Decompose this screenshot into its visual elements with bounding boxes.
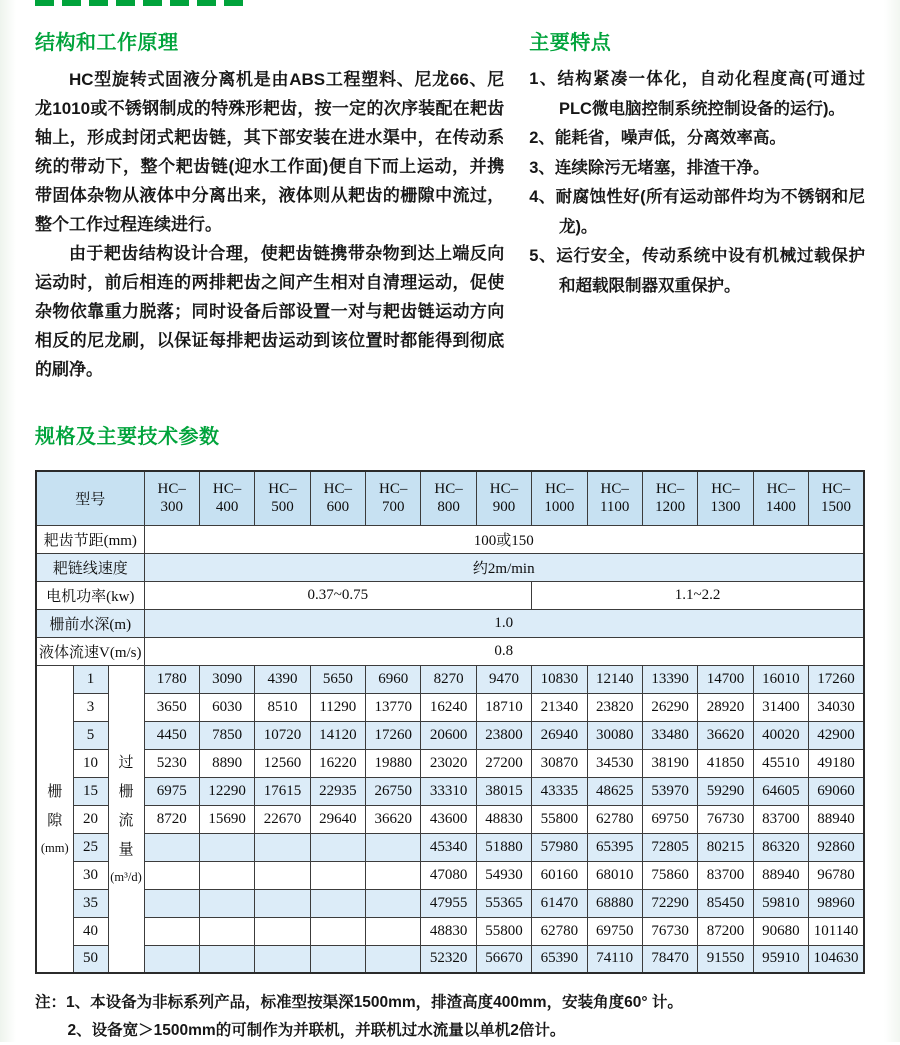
flow-value: 42900 — [809, 721, 865, 749]
flow-value — [255, 917, 310, 945]
flow-value — [255, 889, 310, 917]
flow-value: 14120 — [310, 721, 365, 749]
flow-value: 26750 — [366, 777, 421, 805]
flow-value: 74110 — [587, 945, 642, 973]
flow-value: 10830 — [532, 665, 587, 693]
flow-value — [310, 833, 365, 861]
model-col-header: HC– 400 — [199, 471, 254, 525]
flow-row — [36, 777, 864, 805]
flow-value: 101140 — [809, 917, 865, 945]
flow-row — [36, 917, 864, 945]
flow-value: 83700 — [753, 805, 808, 833]
notes — [35, 989, 865, 1045]
flow-value: 49180 — [809, 749, 865, 777]
flow-value: 33480 — [642, 721, 697, 749]
flow-value: 59290 — [698, 777, 753, 805]
model-col-header: HC– 1400 — [753, 471, 808, 525]
gap-value: 25 — [73, 833, 108, 861]
flow-value — [199, 861, 254, 889]
flow-value: 7850 — [199, 721, 254, 749]
flow-value: 90680 — [753, 917, 808, 945]
flow-value: 76730 — [642, 917, 697, 945]
flow-value: 48830 — [421, 917, 476, 945]
spec-table — [35, 470, 865, 974]
flow-value: 55800 — [476, 917, 531, 945]
flow-value: 23800 — [476, 721, 531, 749]
gap-value: 5 — [73, 721, 108, 749]
gap-value: 10 — [73, 749, 108, 777]
flow-value: 17260 — [366, 721, 421, 749]
flow-value: 17260 — [809, 665, 865, 693]
flow-value — [310, 945, 365, 973]
flow-value: 68880 — [587, 889, 642, 917]
flow-value: 40020 — [753, 721, 808, 749]
flow-value: 86320 — [753, 833, 808, 861]
flow-value: 41850 — [698, 749, 753, 777]
flow-value: 80215 — [698, 833, 753, 861]
model-header-label: 型号 — [36, 471, 144, 525]
flow-value: 12290 — [199, 777, 254, 805]
flow-value — [255, 945, 310, 973]
flow-value: 87200 — [698, 917, 753, 945]
flow-row — [36, 721, 864, 749]
model-col-header: HC– 600 — [310, 471, 365, 525]
flow-value: 56670 — [476, 945, 531, 973]
flow-value: 16220 — [310, 749, 365, 777]
flow-value: 69750 — [587, 917, 642, 945]
flow-value: 72805 — [642, 833, 697, 861]
flow-value: 51880 — [476, 833, 531, 861]
flow-value: 43600 — [421, 805, 476, 833]
param-value: 0.8 — [144, 637, 864, 665]
flow-value: 75860 — [642, 861, 697, 889]
flow-value: 8720 — [144, 805, 199, 833]
flow-value: 59810 — [753, 889, 808, 917]
gap-value: 3 — [73, 693, 108, 721]
flow-value: 69750 — [642, 805, 697, 833]
flow-value: 18710 — [476, 693, 531, 721]
flow-row — [36, 833, 864, 861]
flow-value: 12560 — [255, 749, 310, 777]
model-col-header: HC– 700 — [366, 471, 421, 525]
feature-item: 1、结构紧凑一体化，自动化程度高(可通过PLC微电脑控制系统控制设备的运行)。 — [529, 70, 865, 118]
flow-row — [36, 945, 864, 973]
param-value: 0.37~0.75 — [144, 581, 532, 609]
flow-value: 22935 — [310, 777, 365, 805]
model-col-header: HC– 1000 — [532, 471, 587, 525]
feature-item: 4、耐腐蚀性好(所有运动部件均为不锈钢和尼龙)。 — [529, 188, 865, 236]
flow-value: 98960 — [809, 889, 865, 917]
gap-value: 15 — [73, 777, 108, 805]
param-value: 1.1~2.2 — [532, 581, 864, 609]
flow-value: 16240 — [421, 693, 476, 721]
flow-value: 12140 — [587, 665, 642, 693]
flow-value: 8890 — [199, 749, 254, 777]
flow-value: 6975 — [144, 777, 199, 805]
flow-value: 88940 — [753, 861, 808, 889]
flow-value: 91550 — [698, 945, 753, 973]
flow-value: 57980 — [532, 833, 587, 861]
flow-row — [36, 693, 864, 721]
model-col-header: HC– 900 — [476, 471, 531, 525]
flow-value: 26290 — [642, 693, 697, 721]
flow-row — [36, 749, 864, 777]
flow-value: 23020 — [421, 749, 476, 777]
flow-value: 9470 — [476, 665, 531, 693]
flow-value: 69060 — [809, 777, 865, 805]
gap-value: 35 — [73, 889, 108, 917]
param-value: 约2m/min — [144, 553, 864, 581]
flow-value: 33310 — [421, 777, 476, 805]
flow-value: 6030 — [199, 693, 254, 721]
param-row — [36, 553, 864, 581]
flow-value: 31400 — [753, 693, 808, 721]
flow-value: 36620 — [698, 721, 753, 749]
flow-value: 17615 — [255, 777, 310, 805]
gap-axis-label: 栅 隙 (mm) — [36, 665, 73, 973]
flow-value: 43335 — [532, 777, 587, 805]
flow-value: 48625 — [587, 777, 642, 805]
flow-value: 48830 — [476, 805, 531, 833]
flow-value: 65395 — [587, 833, 642, 861]
flow-value: 83700 — [698, 861, 753, 889]
flow-value — [310, 861, 365, 889]
principle-title: 结构和工作原理 — [35, 32, 179, 54]
principle-section — [35, 26, 504, 384]
param-row — [36, 609, 864, 637]
flow-value: 16010 — [753, 665, 808, 693]
flow-value: 92860 — [809, 833, 865, 861]
note-line-2: 2、设备宽＞1500mm的可制作为并联机，并联机过水流量以单机2倍计。 — [67, 1022, 566, 1039]
flow-value: 19880 — [366, 749, 421, 777]
flow-value — [144, 917, 199, 945]
param-label: 耙齿节距(mm) — [36, 525, 144, 553]
param-label: 液体流速V(m/s) — [36, 637, 144, 665]
note-line-1: 注：1、本设备为非标系列产品，标准型按渠深1500mm，排渣高度400mm，安装角度60° 计。 — [35, 994, 683, 1011]
flow-value — [144, 945, 199, 973]
flow-value: 38015 — [476, 777, 531, 805]
flow-value: 20600 — [421, 721, 476, 749]
flow-value — [144, 861, 199, 889]
flow-value: 3650 — [144, 693, 199, 721]
flow-value — [199, 917, 254, 945]
gap-value: 50 — [73, 945, 108, 973]
flow-value: 64605 — [753, 777, 808, 805]
model-col-header: HC– 800 — [421, 471, 476, 525]
flow-value: 45510 — [753, 749, 808, 777]
model-col-header: HC– 1300 — [698, 471, 753, 525]
flow-value: 11290 — [310, 693, 365, 721]
flow-value: 47080 — [421, 861, 476, 889]
flow-value: 22670 — [255, 805, 310, 833]
gap-value: 30 — [73, 861, 108, 889]
flow-value: 13770 — [366, 693, 421, 721]
flow-value: 27200 — [476, 749, 531, 777]
flow-value: 45340 — [421, 833, 476, 861]
flow-value: 78470 — [642, 945, 697, 973]
flow-value: 85450 — [698, 889, 753, 917]
flow-value — [255, 833, 310, 861]
flow-value: 65390 — [532, 945, 587, 973]
model-col-header: HC– 300 — [144, 471, 199, 525]
flow-value: 96780 — [809, 861, 865, 889]
param-label: 耙链线速度 — [36, 553, 144, 581]
param-value: 1.0 — [144, 609, 864, 637]
flow-value: 29640 — [310, 805, 365, 833]
flow-value: 62780 — [587, 805, 642, 833]
param-value: 100或150 — [144, 525, 864, 553]
flow-value: 68010 — [587, 861, 642, 889]
flow-value: 55800 — [532, 805, 587, 833]
flow-value: 55365 — [476, 889, 531, 917]
flow-value: 34530 — [587, 749, 642, 777]
param-row — [36, 581, 864, 609]
flow-value: 62780 — [532, 917, 587, 945]
feature-item: 2、能耗省，噪声低，分离效率高。 — [529, 129, 786, 147]
flow-value — [310, 889, 365, 917]
flow-value — [366, 861, 421, 889]
flow-value: 15690 — [199, 805, 254, 833]
flow-value: 54930 — [476, 861, 531, 889]
flow-value: 61470 — [532, 889, 587, 917]
flow-value: 8510 — [255, 693, 310, 721]
flow-value: 38190 — [642, 749, 697, 777]
flow-value: 4450 — [144, 721, 199, 749]
specs-title: 规格及主要技术参数 — [35, 426, 220, 448]
flow-value: 5230 — [144, 749, 199, 777]
flow-value: 14700 — [698, 665, 753, 693]
flow-value: 26940 — [532, 721, 587, 749]
flow-value: 95910 — [753, 945, 808, 973]
flow-value: 76730 — [698, 805, 753, 833]
principle-paragraph-2: 由于耙齿结构设计合理，使耙齿链携带杂物到达上端反向运动时，前后相连的两排耙齿之间产生相对自清理运动，促使杂物依靠重力脱落；同时设备后部设置一对与耙齿链运动方向相反的尼龙刷，以保证每排耙齿运动到该位置时都能得到彻底的刷净。 — [35, 244, 505, 379]
flow-value: 72290 — [642, 889, 697, 917]
gap-value: 20 — [73, 805, 108, 833]
model-col-header: HC– 1100 — [587, 471, 642, 525]
flow-value: 13390 — [642, 665, 697, 693]
features-title: 主要特点 — [529, 32, 612, 54]
flow-value — [366, 833, 421, 861]
param-row — [36, 525, 864, 553]
features-section — [529, 26, 865, 384]
flow-value — [199, 833, 254, 861]
flow-row — [36, 861, 864, 889]
flow-value — [255, 861, 310, 889]
model-col-header: HC– 1200 — [642, 471, 697, 525]
flow-axis-label: 过 栅 流 量 (m³/d) — [108, 665, 144, 973]
gap-value: 1 — [73, 665, 108, 693]
flow-value: 5650 — [310, 665, 365, 693]
principle-paragraph-1: HC型旋转式固液分离机是由ABS工程塑料、尼龙66、尼龙1010或不锈钢制成的特殊形耙齿，按一定的次序装配在耙齿轴上，形成封闭式耙齿链，其下部安装在进水渠中，在传动系统的带动下，整个耙齿链(迎水工作面)便自下而上运动，并携带固体杂物从液体中分离出来，液体则从耙齿的栅隙中流过，整个工作过程连续进行。 — [35, 70, 505, 234]
flow-value: 28920 — [698, 693, 753, 721]
model-col-header: HC– 1500 — [809, 471, 865, 525]
flow-value: 104630 — [809, 945, 865, 973]
param-label: 电机功率(kw) — [36, 581, 144, 609]
flow-value — [366, 945, 421, 973]
flow-value — [366, 889, 421, 917]
flow-value — [366, 917, 421, 945]
flow-value: 88940 — [809, 805, 865, 833]
table-header-row — [36, 471, 864, 525]
model-col-header: HC– 500 — [255, 471, 310, 525]
flow-value: 36620 — [366, 805, 421, 833]
flow-value: 1780 — [144, 665, 199, 693]
param-label: 栅前水深(m) — [36, 609, 144, 637]
flow-row — [36, 665, 864, 693]
flow-value: 10720 — [255, 721, 310, 749]
flow-value: 30080 — [587, 721, 642, 749]
flow-value: 8270 — [421, 665, 476, 693]
flow-value: 52320 — [421, 945, 476, 973]
param-row — [36, 637, 864, 665]
flow-value — [199, 945, 254, 973]
flow-value — [144, 889, 199, 917]
flow-row — [36, 805, 864, 833]
flow-value: 60160 — [532, 861, 587, 889]
flow-value: 4390 — [255, 665, 310, 693]
flow-value: 23820 — [587, 693, 642, 721]
flow-value: 6960 — [366, 665, 421, 693]
flow-value — [199, 889, 254, 917]
flow-value: 34030 — [809, 693, 865, 721]
flow-value: 21340 — [532, 693, 587, 721]
feature-item: 5、运行安全，传动系统中设有机械过载保护和超载限制器双重保护。 — [529, 247, 865, 295]
flow-value: 53970 — [642, 777, 697, 805]
flow-value — [144, 833, 199, 861]
flow-value: 47955 — [421, 889, 476, 917]
flow-row — [36, 889, 864, 917]
feature-item: 3、连续除污无堵塞，排渣干净。 — [529, 158, 770, 177]
gap-value: 40 — [73, 917, 108, 945]
flow-value: 30870 — [532, 749, 587, 777]
flow-value — [310, 917, 365, 945]
flow-value: 3090 — [199, 665, 254, 693]
features-list — [529, 65, 865, 301]
